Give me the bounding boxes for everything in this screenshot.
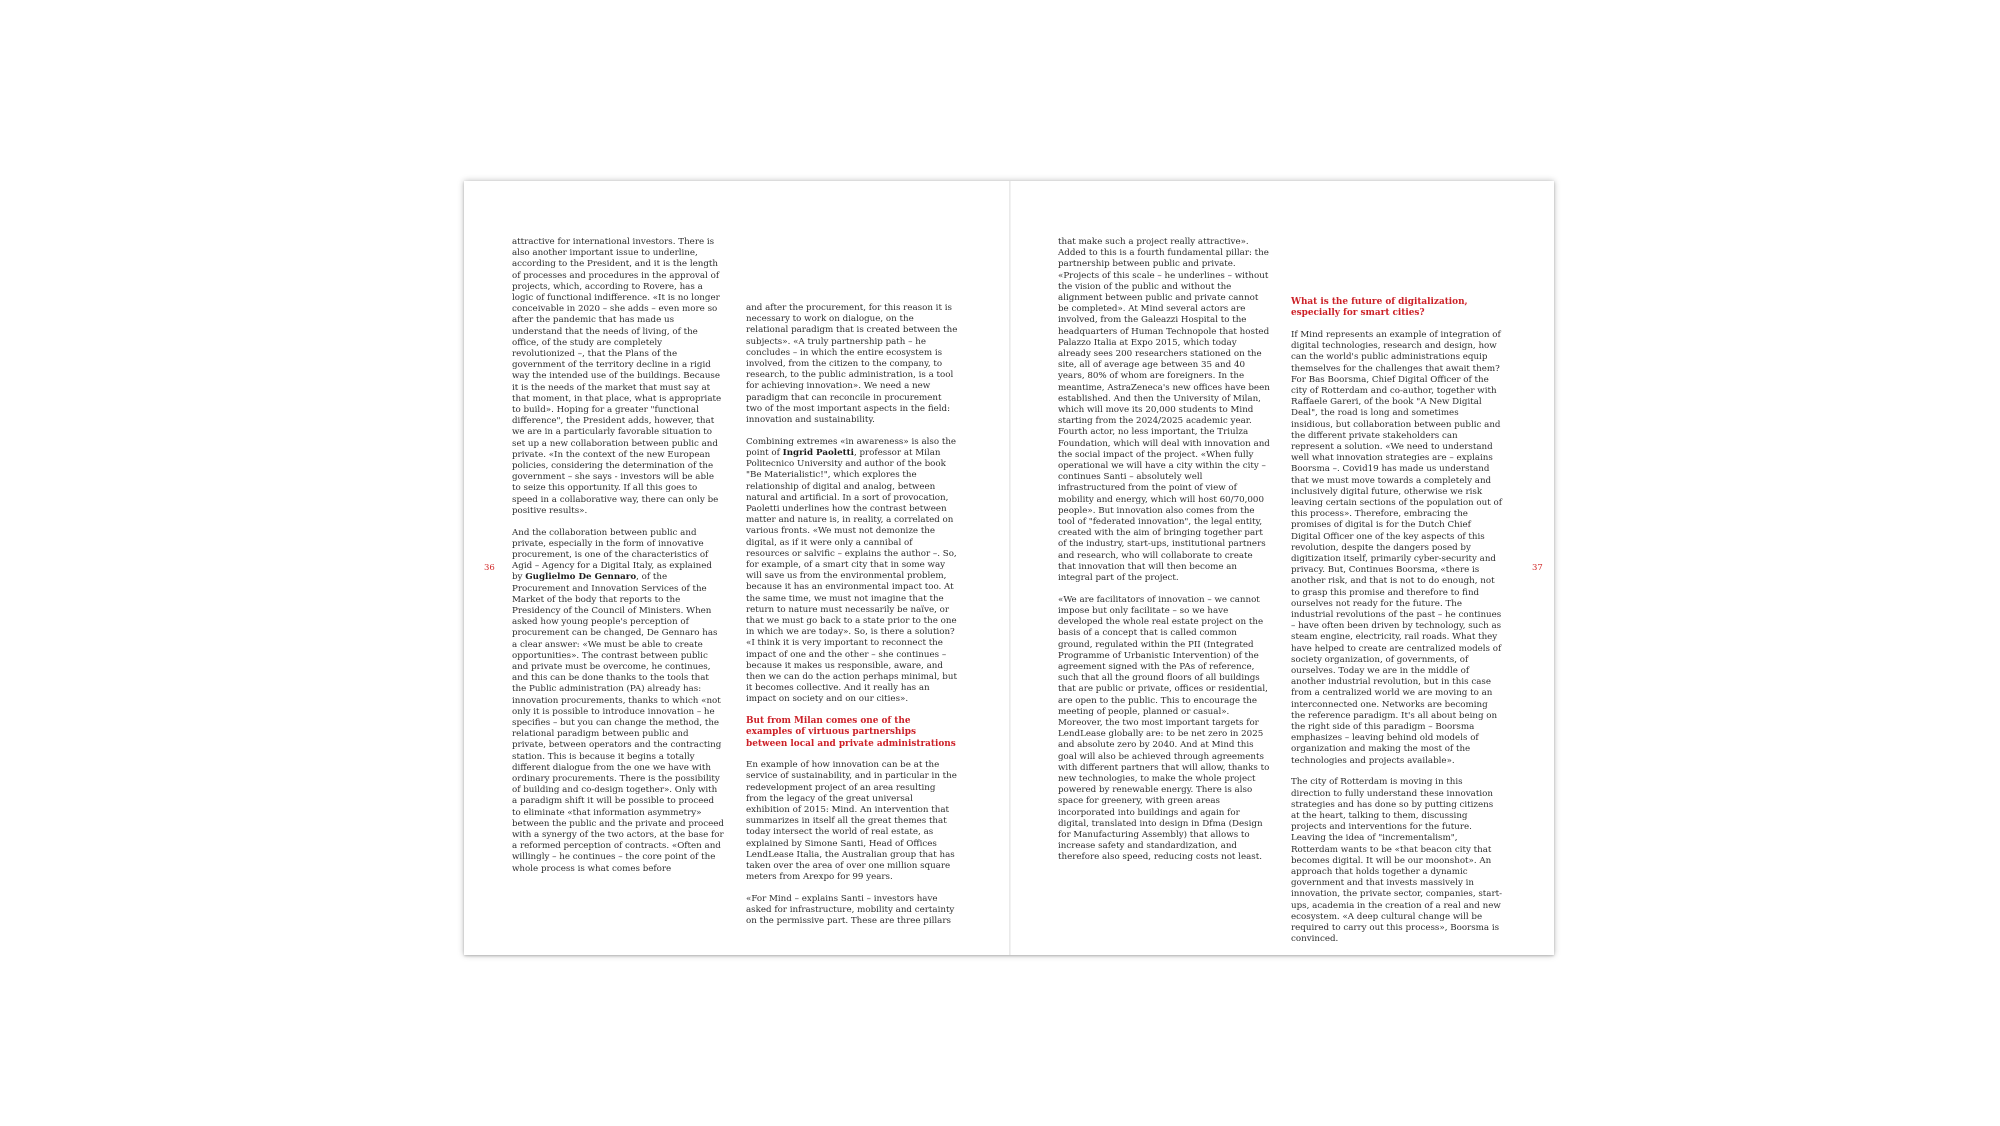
section-heading: What is the future of digitalization, especially for smart cities? [1291, 297, 1468, 319]
body-paragraph: And the collaboration between public and private, especially in the form of innovative procurement, is one of the characteristics of Agid – Agency for a Digital Italy, as explained by Guglielmo De Gennaro, of the Procurement and Innovation Services of the Market of the body that reports to the Presidency of the Council of Ministers. When asked how young people's perception of procurement can be changed, De Gennaro has a clear answer: «We must be able to create opportunities». The contrast between public and private must be overcome, he continues, and this can be done thanks to the tools that the Public administration (PA) already has: innovation procurements, thanks to which «not only it is possible to introduce innovation – he specifies – but you can change the method, the relational paradigm between public and private, between operators and the contracting station. This is because it begins a totally different dialogue from the one we have with ordinary procurements. There is the possibility of building and co-design together». Only with a paradigm shift it will be possible to proceed to eliminate «that information asymmetry» between the public and the private and proceed with a synergy of the two actors, at the base for a reformed perception of contracts. «Often and willingly – he continues – the core point of the whole process is what comes before [512, 527, 724, 874]
bold-name: Guglielmo De Gennaro [525, 572, 637, 583]
body-paragraph: and after the procurement, for this reason it is necessary to work on dialogue, on the relational paradigm that is created between the subjects». «A truly partnership path – he concludes – in which the entire ecosystem is involved, from the citizen to the company, to research, to the public administration, is a tool for achieving innovation». We need a new paradigm that can reconcile in procurement two of the most important aspects in the field: innovation and sustainability. [746, 303, 958, 426]
body-paragraph: En example of how innovation can be at the service of sustainability, and in particular in the redevelopment project of an area resulting from the legacy of the great universal exhibition of 2015: Mind. An intervention that summarizes in itself all the great themes that today intersect the world of real estate, as explained by Simone Santi, Head of Offices LendLease Italia, the Australian group that has taken over the area of over one million square meters from Arexpo for 99 years. [746, 760, 957, 883]
body-paragraph: The city of Rotterdam is moving in this direction to fully understand these innovation strategies and has done so by putting citizens at the heart, talking to them, discussing projects and interventions for the future. Leaving the idea of "incrementalism", Rotterdam wants to be «that beacon city that becomes digital. It will be our moonshot». An approach that holds together a dynamic government and that invests massively in innovation, the private sector, companies, start-ups, academia in the creation of a real and new ecosystem. «A deep cultural change will be required to carry out this process», Boorsma is convinced. [1291, 777, 1503, 945]
body-paragraph: If Mind represents an example of integration of digital technologies, research and design, how can the world's public administrations equip themselves for the challenges that await them? For Bas Boorsma, Chief Digital Officer of the city of Rotterdam and co-author, together with Raffaele Gareri, of the book "A New Digital Deal", the road is long and sometimes insidious, but collaboration between public and the different private stakeholders can represent a solution. «We need to understand well what innovation strategies are – explains Boorsma –. Covid19 has made us understand that we must move towards a completely and inclusively digital future, otherwise we risk leaving certain sections of the population out of this process». Therefore, embracing the promises of digital is for the Dutch Chief Digital Officer one of the key aspects of this revolution, despite the dangers posed by digitization itself, primarily cyber-security and privacy. But, Continues Boorsma, «there is another risk, and that is not to do enough, not to grasp this promise and therefore to find ourselves not ready for the future. The industrial revolutions of the past – he continues – have often been driven by technology, such as steam engine, electricity, rail roads. What they have helped to create are centralized models of society organization, of governments, of ourselves. Today we are in the middle of another industrial revolution, but in this case from a centralized world we are moving to an interconnected one. Networks are becoming the reference paradigm. It's all about being on the right side of this paradigm – Boorsma emphasizes – leaving behind old models of organization and making the most of the technologies and projects available». [1291, 329, 1502, 766]
text-column-1 [512, 237, 724, 885]
body-paragraph: that make such a project really attractive». Added to this is a fourth fundamental pillar: the partnership between public and private. «Projects of this scale – he underlines – without the vision of the public and without the alignment between public and private cannot be completed». At Mind several actors are involved, from the Galeazzi Hospital to the headquarters of Human Technopole that hosted Palazzo Italia at Expo 2015, which today already sees 200 researchers stationed on the site, all of average age between 35 and 40 years, 80% of whom are foreigners. In the meantime, AstraZeneca's new offices have been established. And then the University of Milan, which will move its 20,000 students to Mind starting from the 2024/2025 academic year. Fourth actor, no less important, the Triulza Foundation, which will deal with innovation and the social impact of the project. «When fully operational we will have a city within the city – continues Santi – absolutely well infrastructured from the point of view of mobility and energy, which will host 60/70,000 people». But innovation also comes from the tool of "federated innovation", the legal entity, created with the aim of bringing together part of the industry, start-ups, institutional partners and research, who will collaborate to create that innovation that will then become an integral part of the project. [1058, 237, 1270, 584]
text-column-3 [1058, 237, 1270, 874]
magazine-spread [464, 181, 1554, 955]
page-number-right: 37 [1532, 563, 1543, 573]
body-paragraph: «For Mind – explains Santi – investors have asked for infrastructure, mobility and certainty on the permissive part. These are three pillars [746, 893, 955, 927]
body-paragraph: attractive for international investors. There is also another important issue to underline, according to the President, and it is the length of processes and procedures in the approval of projects, which, according to Rovere, has a logic of functional indifference. «It is no longer conceivable in 2020 – she adds – even more so after the pandemic that has made us understand that the needs of living, of the office, of the study are completely revolutionized –, that the Plans of the government of the territory decline in a rigid way the intended use of the buildings. Because it is the needs of the market that must say at that moment, in that place, what is appropriate to build». Hoping for a greater "functional difference", the President adds, however, that we are in a particularly favorable situation to set up a new collaboration between public and private. «In the context of the new European policies, considering the determination of the government – she says - investors will be able to seize this opportunity. If all this goes to speed in a collaborative way, there can only be positive results». [512, 237, 722, 516]
spread-gutter [1009, 181, 1011, 955]
body-paragraph: «We are facilitators of innovation – we cannot impose but only facilitate – so we have developed the whole real estate project on the basis of a concept that is called common ground, regulated within the PII (Integrated Programme of Urbanistic Intervention) of the agreement signed with the PAs of reference, such that all the ground floors of all buildings that are public or private, offices or residential, are open to the public. This to encourage the meeting of people, planned or casual». Moreover, the two most important targets for LendLease globally are: to be net zero in 2025 and absolute zero by 2040. And at Mind this goal will also be achieved through agreements with different partners that will allow, thanks to new technologies, to make the whole project powered by renewable energy. There is also space for greenery, with green areas incorporated into buildings and again for digital, translated into design in Dfma (Design for Manufacturing Assembly) that allows to increase safety and standardization, and therefore also speed, reducing costs not least. [1058, 594, 1270, 863]
text-column-2 [746, 303, 958, 938]
page-number-left: 36 [484, 563, 495, 573]
text-column-4 [1291, 297, 1503, 956]
section-heading: But from Milan comes one of the examples of virtuous partnerships between local and private administrations [746, 716, 956, 749]
body-paragraph: Combining extremes «in awareness» is also the point of Ingrid Paoletti, professor at Milan Politecnico University and author of the book "Be Materialistic!", which explores the relationship of digital and analog, between natural and artificial. In a sort of provocation, Paoletti underlines how the contrast between matter and nature is, in reality, a correlated on various fronts. «We must not demonize the digital, as if it were only a cannibal of resources or salvific – explains the author –. So, for example, of a smart city that in some way will save us from the environmental problem, because it has an environmental impact too. At the same time, we must not imagine that the return to nature must necessarily be naïve, or that we must go back to a state prior to the one in which we are today». So, is there a solution? «I think it is very important to reconnect the impact of one and the other – she continues – because it makes us responsible, aware, and then we can do the action perhaps minimal, but it becomes collective. And it really has an impact on society and on our cities». [746, 436, 957, 705]
bold-name: Ingrid Paoletti [782, 447, 854, 458]
